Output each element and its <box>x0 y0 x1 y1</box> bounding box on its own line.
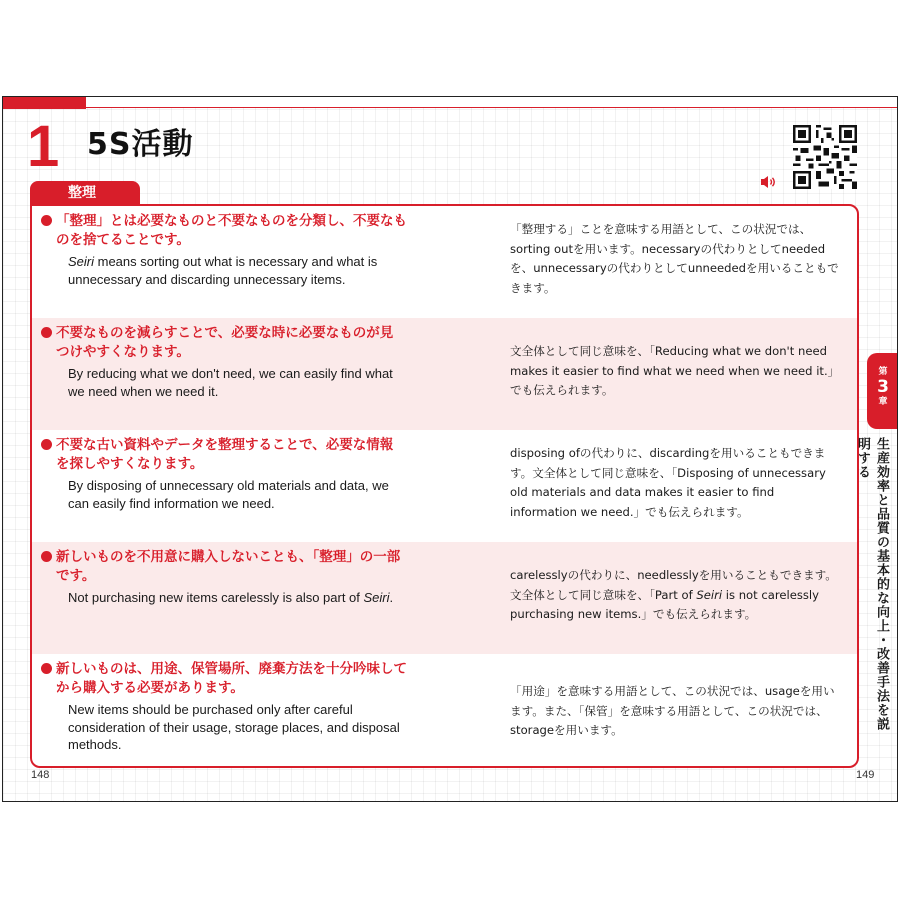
page-number-right: 149 <box>856 769 875 781</box>
bullet-icon <box>41 327 52 338</box>
phrase-ja: 不要なものを減らすことで、必要な時に必要なものが見 つけやすくなります。 <box>41 324 411 362</box>
phrase-ja: 新しいものは、用途、保管場所、廃棄方法を十分吟味して から購入する必要があります。 <box>41 660 411 698</box>
phrase-row-1 <box>32 206 857 318</box>
phrase-ja: 新しいものを不用意に購入しないことも、「整理」の一部 です。 <box>41 548 411 586</box>
bullet-icon <box>41 439 52 450</box>
top-rule <box>3 97 897 108</box>
phrase-ja: 不要な古い資料やデータを整理することで、必要な情報 を探しやすくなります。 <box>41 436 411 474</box>
chapter-number: 3 <box>877 377 889 397</box>
phrase-en: By reducing what we don't need, we can easily find what we need when we need it. <box>68 366 393 399</box>
phrase-note: 文全体として同じ意味を、「Reducing what we don't need makes it easier to find what we need when we need it.」でも伝えられます。 <box>510 344 840 397</box>
top-accent-tab <box>3 97 86 109</box>
bullet-icon <box>41 551 52 562</box>
phrase-note: 「整理する」ことを意味する用語として、この状況では、sorting outを用います。necessaryの代わりとしてneededを、unnecessaryの代わりとしてunneededを用いることもできます。 <box>510 222 839 295</box>
phrase-en: Not purchasing new items carelessly is also part of Seiri. <box>68 590 394 605</box>
phrase-note: carelesslyの代わりに、needlesslyを用いることもできます。文全体として同じ意味を、「Part of Seiri is not carelessly purchasing new items.」でも伝えられます。 <box>510 568 837 621</box>
section-title: 5S活動 <box>87 127 194 162</box>
bullet-icon <box>41 663 52 674</box>
section-number: 1 <box>27 114 60 179</box>
phrase-row-2 <box>32 318 857 430</box>
phrase-row-5 <box>32 654 857 766</box>
qr-code-icon[interactable] <box>793 125 857 189</box>
phrase-en: By disposing of unnecessary old materials and data, we can easily find information we need. <box>68 478 389 511</box>
phrase-en: New items should be purchased only after careful consideration of their usage, storage places, and disposal methods. <box>68 702 400 752</box>
chapter-prefix: 第 <box>878 367 888 377</box>
page-number-left: 148 <box>31 769 50 781</box>
category-tab: 整理 <box>30 181 140 205</box>
phrase-row-4 <box>32 542 857 654</box>
phrase-en: Seiri means sorting out what is necessary and what is unnecessary and discarding unnecessary items. <box>68 254 378 287</box>
chapter-title: 生産効率と品質の基本的な向上・改善手法を説明する <box>855 437 889 731</box>
chapter-tab[interactable] <box>867 353 898 429</box>
book-spread <box>2 96 898 802</box>
bullet-icon <box>41 215 52 226</box>
phrase-note: disposing ofの代わりに、discardingを用いることもできます。文全体として同じ意味を、「Disposing of unnecessary old materials and data makes it easier to find information we need.」でも伝えられます。 <box>510 446 826 519</box>
phrase-ja: 「整理」とは必要なものと不要なものを分類し、不要なも のを捨てることです。 <box>41 212 411 250</box>
chapter-suffix: 章 <box>878 397 888 407</box>
phrase-note: 「用途」を意味する用語として、この状況では、usageを用います。また、「保管」を意味する用語として、この状況では、storageを用います。 <box>510 684 835 737</box>
speaker-icon[interactable] <box>760 175 778 189</box>
phrase-row-3 <box>32 430 857 542</box>
phrase-table <box>30 204 859 768</box>
